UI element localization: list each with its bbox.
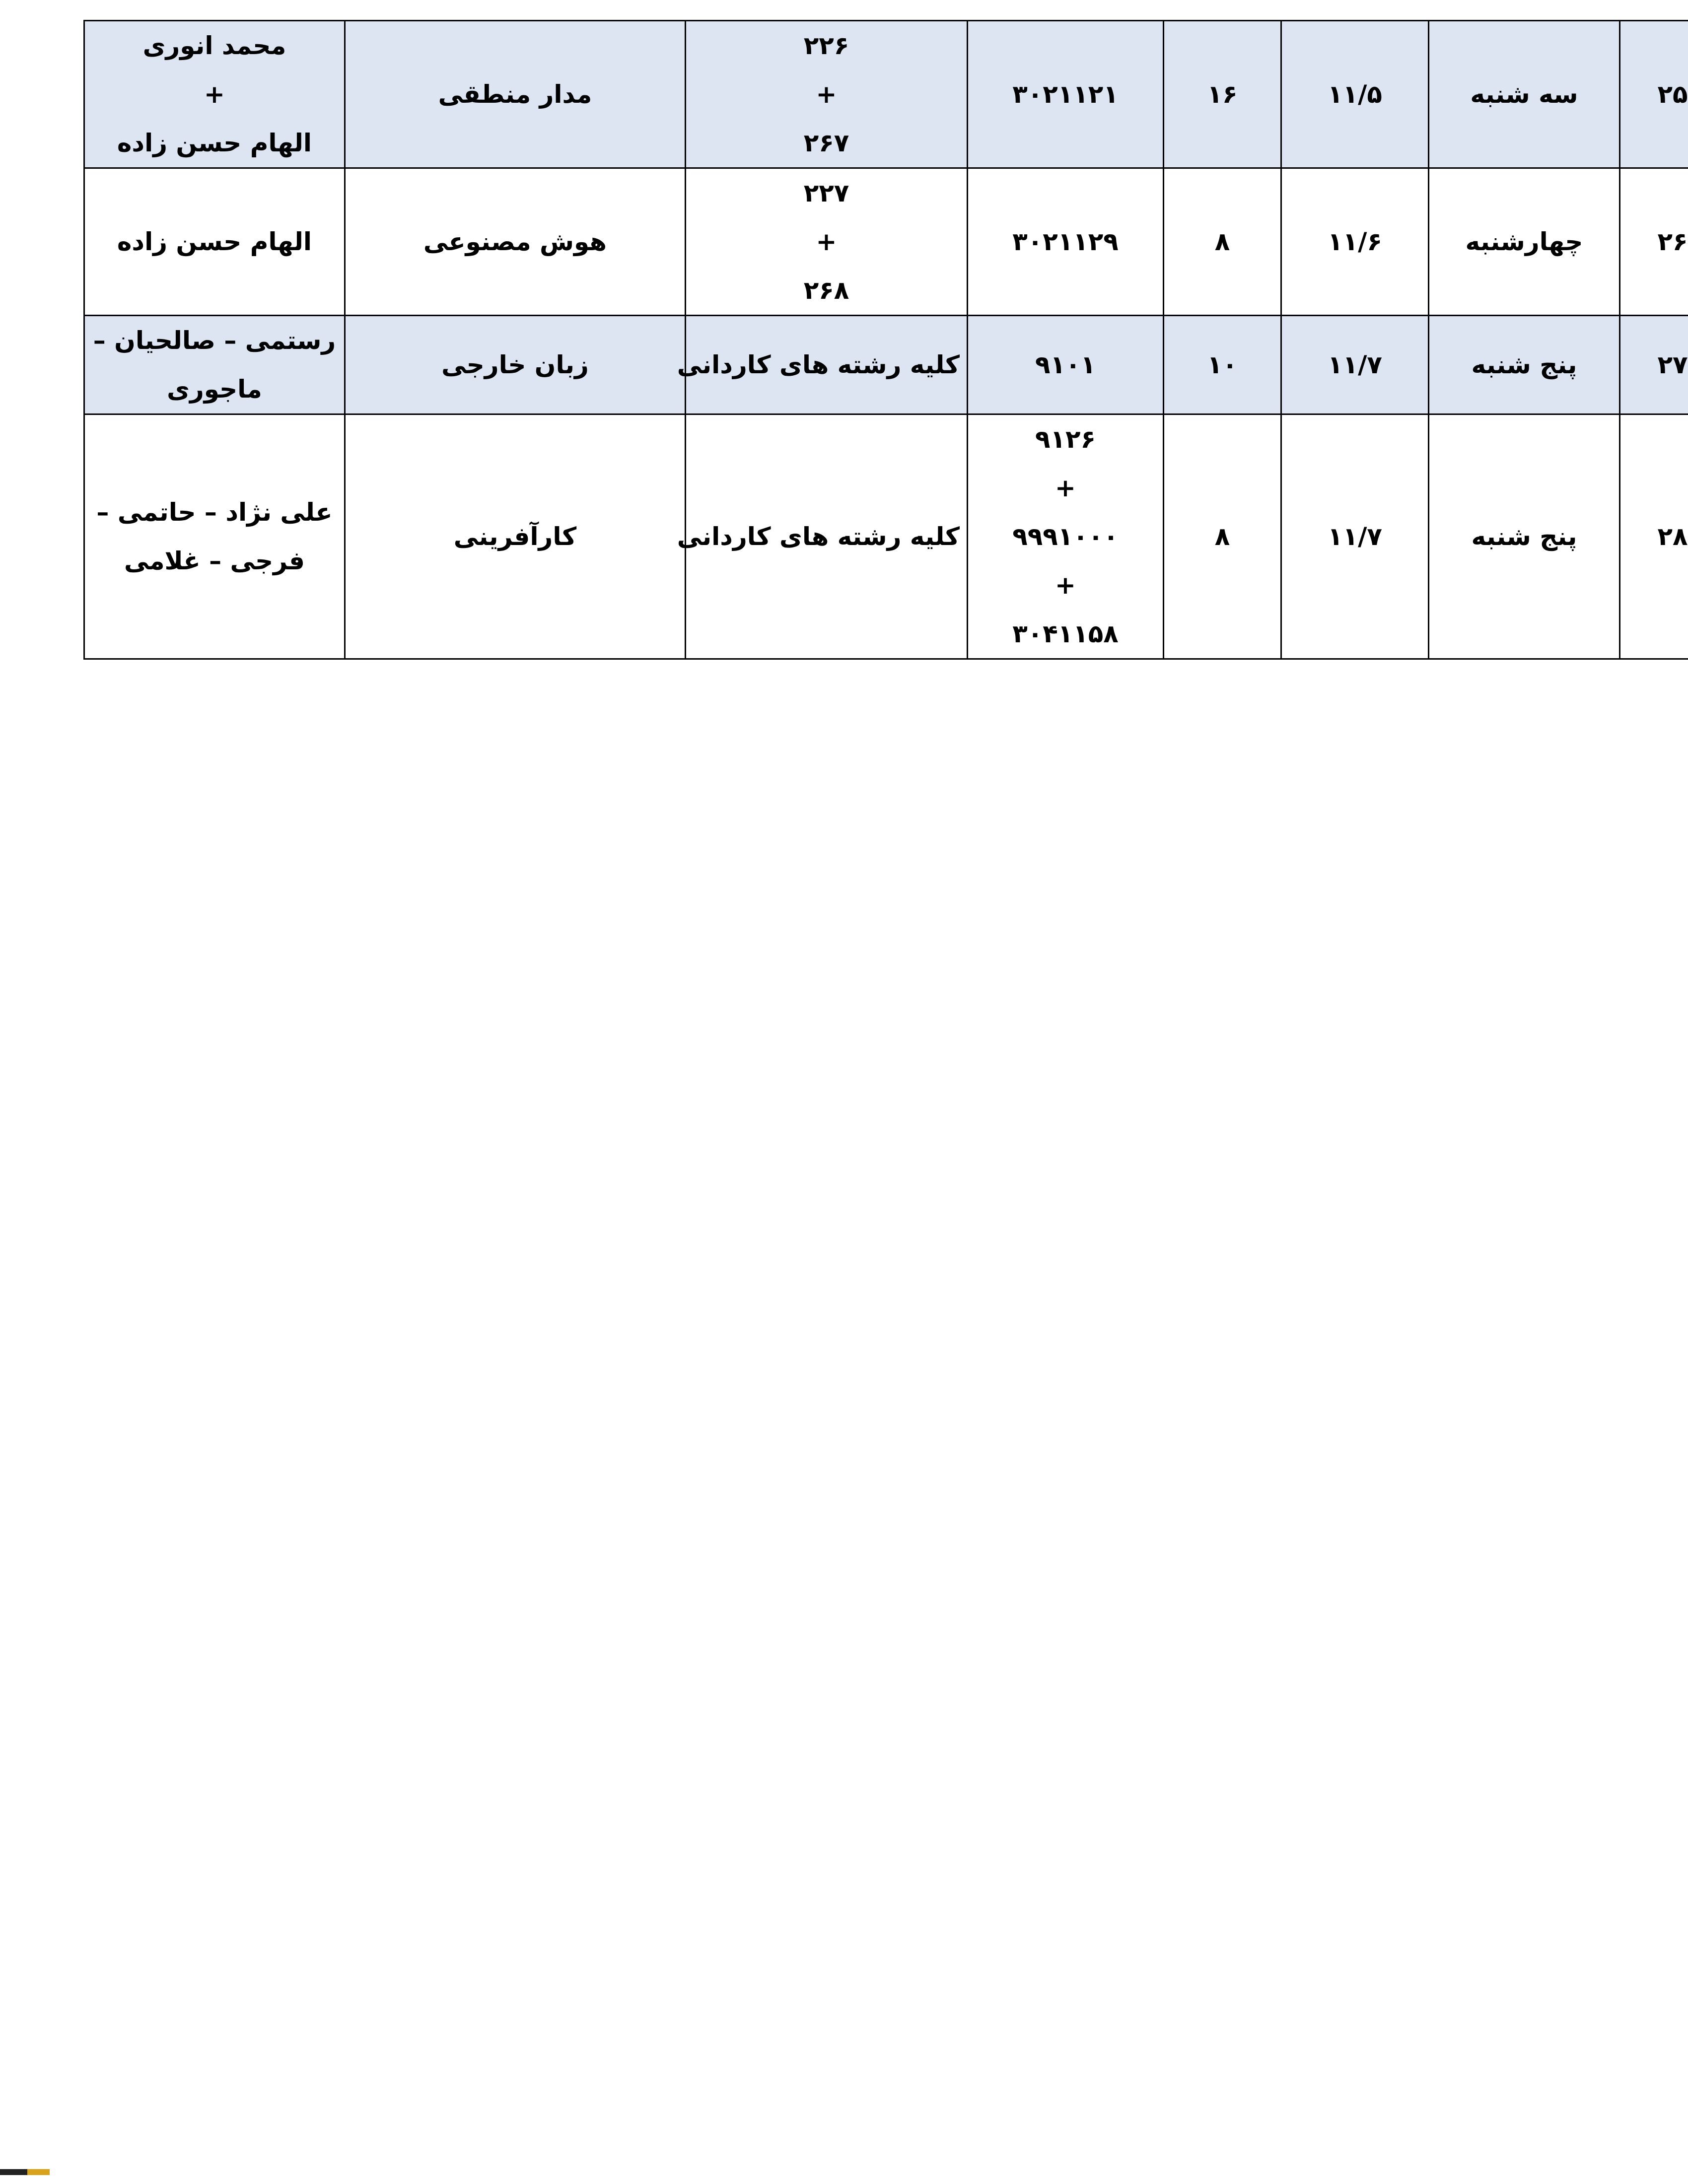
course-name: مدار منطقی [345,21,686,168]
table-row [84,316,1688,414]
row-number: ۲۵ [1620,21,1688,168]
instructor-line: الهام حسن زاده [117,129,312,157]
exam-day: پنج شنبه [1429,414,1620,659]
group-code-line: ۲۲۶ [803,31,849,60]
course-name: کارآفرینی [345,414,686,659]
course-code-line: + [1055,571,1076,600]
table-row [84,414,1688,659]
course-code-line: + [1055,474,1076,502]
course-code-line: ۹۱۲۶ [1035,425,1096,454]
student-count: ۱۶ [1164,21,1281,168]
exam-date-value: ۱۱/۷ [1328,350,1382,379]
group-code-line: کلیه رشته های کاردانی [677,522,960,551]
group-codes [686,21,968,168]
instructor-line: علی نژاد – حاتمی – [96,498,333,527]
course-name: زبان خارجی [345,316,686,414]
row-number: ۲۷ [1620,316,1688,414]
instructor-line: + [204,80,225,109]
course-code-line: ۹۹۹۱۰۰۰ [1012,522,1119,551]
exam-date [1281,316,1429,414]
course-code: ۹۱۰۱ [968,316,1164,414]
exam-date [1281,168,1429,316]
exam-schedule-table [83,20,1688,660]
instructor-line: ماجوری [167,375,262,404]
course-code-line: ۳۰۴۱۱۵۸ [1012,619,1119,648]
exam-day: پنج شنبه [1429,316,1620,414]
group-code-line: کلیه رشته های کاردانی [677,350,960,379]
group-code-line: ۲۶۷ [803,129,849,157]
group-code-line: ۲۶۸ [803,276,849,305]
course-code: ۳۰۲۱۱۲۹ [968,168,1164,316]
group-codes [677,414,968,659]
group-code-line: + [816,80,837,109]
table-row [84,168,1688,316]
group-codes [686,168,968,316]
instructors [84,21,345,168]
instructor-line: محمد انوری [142,31,286,60]
exam-date [1281,21,1429,168]
group-code-line: ۲۲۷ [803,179,849,207]
exam-schedule-page [83,20,1688,660]
table-row [84,21,1688,168]
exam-day: سه شنبه [1429,21,1620,168]
exam-date-value: ۱۱/۵ [1328,80,1382,109]
instructor-line: فرجی – غلامی [124,546,305,575]
row-number: ۲۸ [1620,414,1688,659]
course-name: هوش مصنوعی [345,168,686,316]
instructors [84,414,345,659]
group-codes [677,316,968,414]
student-count: ۸ [1164,414,1281,659]
exam-date-value: ۱۱/۷ [1328,522,1382,551]
student-count: ۱۰ [1164,316,1281,414]
instructors [84,316,345,414]
course-code [968,414,1164,659]
course-code: ۳۰۲۱۱۲۱ [968,21,1164,168]
exam-date-value: ۱۱/۶ [1328,227,1382,256]
instructor-line: الهام حسن زاده [117,227,312,256]
exam-date [1281,414,1429,659]
student-count: ۸ [1164,168,1281,316]
instructors [84,168,345,316]
exam-day: چهارشنبه [1429,168,1620,316]
watermark-logo [0,2169,50,2175]
row-number: ۲۶ [1620,168,1688,316]
instructor-line: رستمی – صالحیان – [93,326,336,355]
group-code-line: + [816,227,837,256]
